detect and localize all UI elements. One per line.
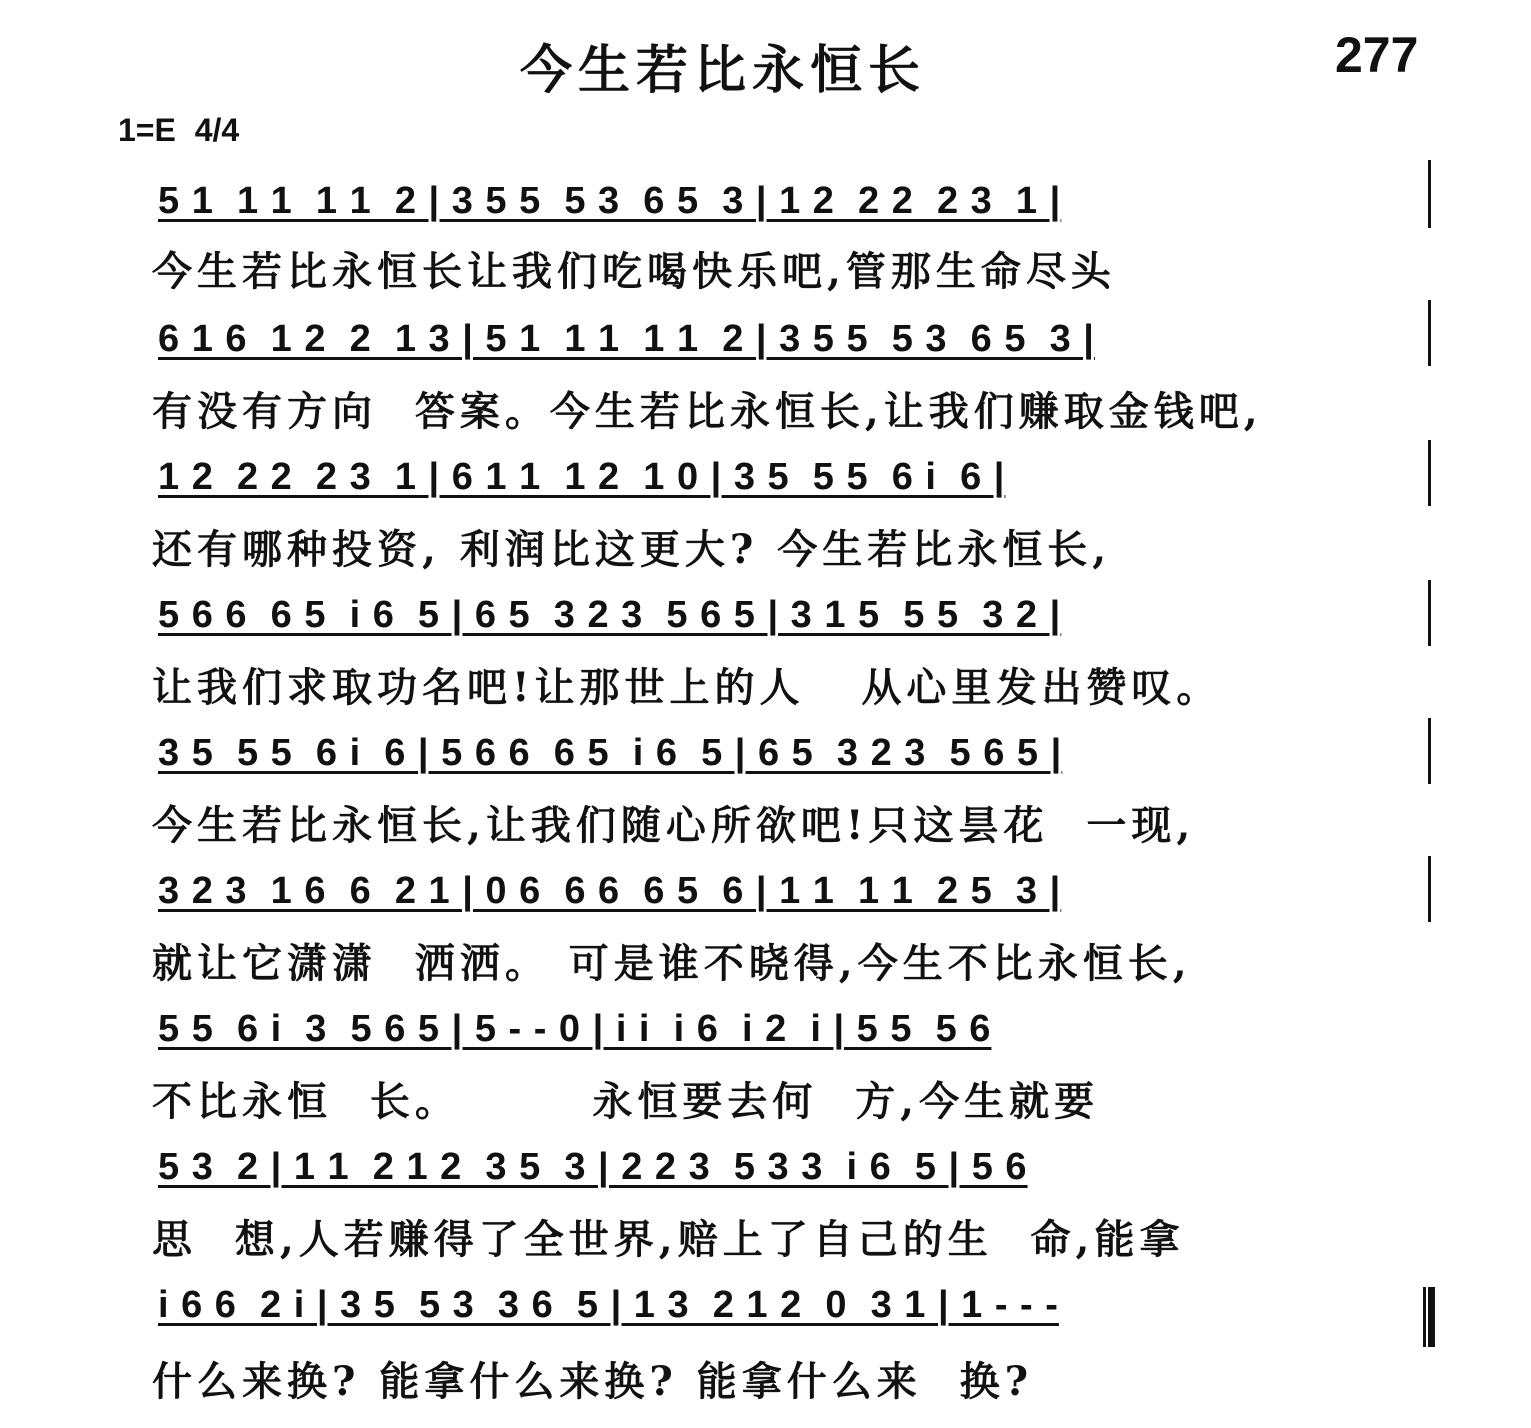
notation-line: 1 2 2 2 2 3 1 | 6 1 1 1 2 1 0 | 3 5 5 5 6 i 6 |	[158, 456, 1006, 498]
notation-line: 3 5 5 5 6 i 6 | 5 6 6 6 5 i 6 5 | 6 5 3 2 3 5 6 5 |	[158, 732, 1063, 774]
lyric-line: 思 想,人若赚得了全世界,赔上了自己的生 命,能拿	[152, 1216, 1185, 1263]
final-barline	[1423, 1287, 1435, 1347]
lyric-line: 还有哪种投资, 利润比这更大? 今生若比永恒长,	[152, 526, 1112, 573]
lyric-line: 今生若比永恒长,让我们随心所欲吧!只这昙花 一现,	[152, 802, 1196, 849]
notation-line: i 6 6 2 i | 3 5 5 3 3 6 5 | 1 3 2 1 2 0 3 1 | 1 - - -	[158, 1284, 1059, 1326]
lyric-line: 就让它潇潇 洒洒。 可是谁不晓得,今生不比永恒长,	[152, 940, 1192, 987]
lyric-line: 让我们求取功名吧!让那世上的人 从心里发出赞叹。	[152, 664, 1222, 711]
barline	[1428, 856, 1431, 922]
key-signature: 1=E 4/4	[118, 112, 240, 148]
song-title: 今生若比永恒长	[520, 41, 927, 101]
barline	[1428, 300, 1431, 366]
notation-line: 5 6 6 6 5 i 6 5 | 6 5 3 2 3 5 6 5 | 3 1 5 5 5 3 2 |	[158, 594, 1062, 636]
lyric-line: 不比永恒 长。 永恒要去何 方,今生就要	[152, 1078, 1100, 1125]
barline	[1428, 440, 1431, 506]
lyric-line: 什么来换? 能拿什么来换? 能拿什么来 换?	[152, 1358, 1034, 1405]
barline	[1428, 160, 1431, 228]
notation-line: 3 2 3 1 6 6 2 1 | 0 6 6 6 6 5 6 | 1 1 1 1 2 5 3 |	[158, 870, 1062, 912]
barline	[1428, 718, 1431, 784]
lyric-line: 有没有方向 答案。今生若比永恒长,让我们赚取金钱吧,	[152, 388, 1263, 435]
notation-line: 5 5 6 i 3 5 6 5 | 5 - - 0 | i i i 6 i 2 i | 5 5 5 6	[158, 1008, 992, 1050]
notation-line: 5 1 1 1 1 1 2 | 3 5 5 5 3 6 5 3 | 1 2 2 2 2 3 1 |	[158, 180, 1062, 222]
barline	[1428, 580, 1431, 646]
hymn-number: 277	[1335, 27, 1419, 83]
notation-line: 5 3 2 | 1 1 2 1 2 3 5 3 | 2 2 3 5 3 3 i 6 5 | 5 6	[158, 1146, 1028, 1188]
lyric-line: 今生若比永恒长让我们吃喝快乐吧,管那生命尽头	[152, 248, 1116, 295]
notation-line: 6 1 6 1 2 2 1 3 | 5 1 1 1 1 1 2 | 3 5 5 5 3 6 5 3 |	[158, 318, 1095, 360]
